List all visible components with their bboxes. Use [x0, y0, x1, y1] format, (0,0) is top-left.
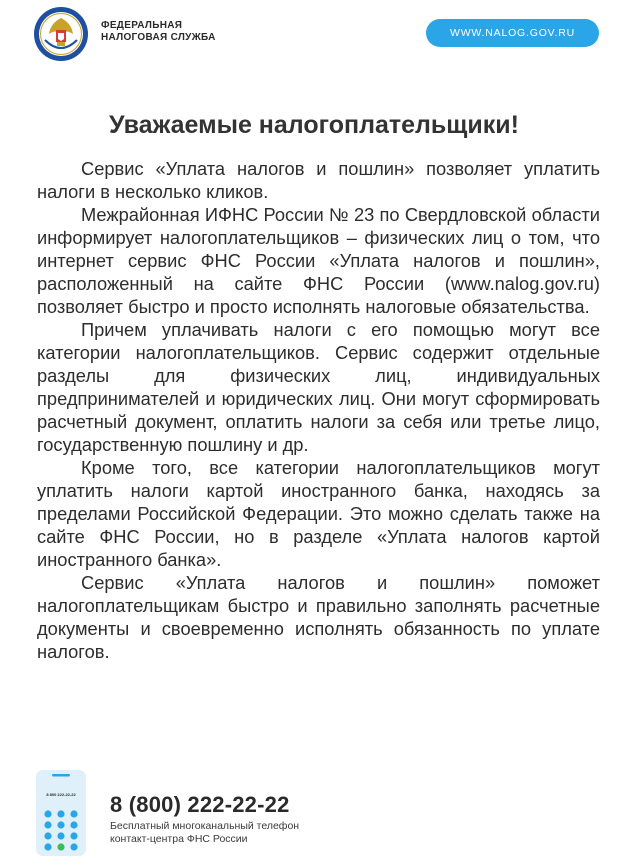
body-text	[37, 157, 600, 663]
hotline-footer	[0, 765, 618, 865]
page-header	[0, 0, 618, 70]
paragraph-4: Кроме того, все категории налогоплательщиков могут уплатить налоги картой иностранного банка, находясь за пределами Российской Федерации. Это можно сделать также на сайте ФНС России, но в разделе «Уплата налогов картой иностранного банка».	[37, 457, 600, 570]
paragraph-1: Сервис «Уплата налогов и пошлин» позволяет уплатить налоги в несколько кликов.	[37, 158, 600, 202]
fns-emblem-icon	[33, 6, 89, 62]
paragraph-5: Сервис «Уплата налогов и пошлин» поможет налогоплательщикам быстро и правильно заполнять расчетные документы и своевременно исполнять обязанность по уплате налогов.	[37, 572, 600, 662]
phone-screen-number: 8 800 222-22-22	[46, 792, 76, 797]
page-title: Уважаемые налогоплательщики!	[109, 111, 519, 139]
paragraph-3: Причем уплачивать налоги с его помощью могут все категории налогоплательщиков. Сервис содержит отдельные разделы для физических лиц, индивидуальных предпринимателей и юридических лиц. Они могут сформировать расчетный документ, оплатить налоги за себя или третье лицо, государственную пошлину и др.	[37, 319, 600, 455]
hotline-desc-line2: контакт-центра ФНС России	[110, 833, 248, 845]
phone-icon	[36, 770, 86, 856]
org-name-line1: ФЕДЕРАЛЬНАЯ	[101, 20, 183, 31]
hotline-description	[110, 820, 299, 846]
org-name	[101, 20, 216, 44]
hotline-number[interactable]: 8 (800) 222-22-22	[110, 792, 290, 817]
hotline-desc-line1: Бесплатный многоканальный телефон	[110, 820, 300, 832]
paragraph-2: Межрайонная ИФНС России № 23 по Свердловской области информирует налогоплательщиков – физических лиц о том, что интернет сервис ФНС России «Уплата налогов и пошлин», расположенный на сайте ФНС России (www.nalog.gov.ru) позволяет быстро и просто исполнять налоговые обязательства.	[37, 204, 600, 317]
org-name-line2: НАЛОГОВАЯ СЛУЖБА	[101, 32, 216, 43]
website-link[interactable]: WWW.NALOG.GOV.RU	[426, 19, 599, 47]
